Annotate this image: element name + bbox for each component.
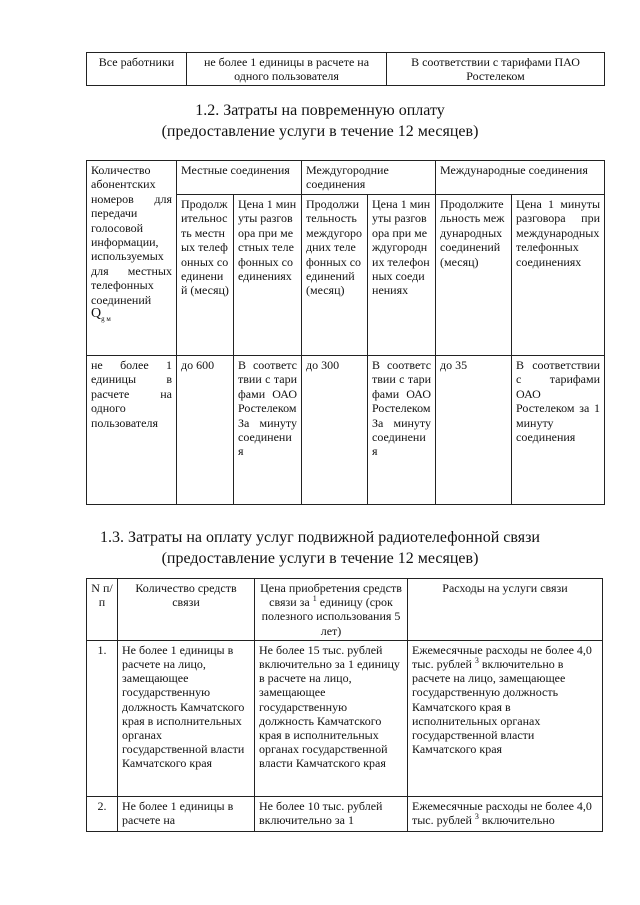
table-cell-num: 1. xyxy=(87,640,118,796)
table-cell: до 300 xyxy=(302,356,368,505)
table-cell: Не более 15 тыс. рублей включительно за 1 единицу в расчете на лицо, замещающее государственную должность Камчатского края в исполнительных органах государственной власти Камчатского края xyxy=(255,640,408,796)
header-cell: Продолжительность междугородних телефонных соединений (месяц) xyxy=(302,195,368,356)
header-cell-expense: Расходы на услуги связи xyxy=(408,579,603,641)
table-cell: В соответствии с тарифами ОАО Ростелеком за 1 минуту соединения xyxy=(512,356,605,505)
header-symbol: $Q_{g м}$ xyxy=(91,306,111,323)
table-row xyxy=(87,53,605,86)
table-row xyxy=(87,640,603,796)
section-title-1-2 xyxy=(0,100,640,142)
table-row xyxy=(87,796,603,831)
header-cell: Цена 1 минуты разговора при местных телефонных соединениях xyxy=(234,195,302,356)
table-cell: В соответствии с тарифами ПАО Ростелеком xyxy=(387,53,605,86)
table-header-row xyxy=(87,579,603,641)
section-title-1-3 xyxy=(0,527,640,569)
table-cell: В соответствии с тарифами ОАО Ростелеком За минуту соединения xyxy=(234,356,302,505)
section-title-line: 1.3. Затраты на оплату услуг подвижной радиотелефонной связи xyxy=(100,529,540,546)
header-count-text: Количество абонентских номеров для передачи голосовой информации, используемых для местных телефонных соединений xyxy=(91,163,172,307)
table-header-row xyxy=(87,161,605,195)
table-cell: Все работники xyxy=(87,53,187,86)
section-title-line: 1.2. Затраты на повременную оплату xyxy=(195,102,445,119)
header-group-intercity: Междугородние соединения xyxy=(302,161,436,195)
table-cell: Не более 10 тыс. рублей включительно за 1 xyxy=(255,796,408,831)
table-cell: Не более 1 единицы в расчете на лицо, замещающее государственную должность Камчатского края в исполнительных органах государственной власти Камчатского края xyxy=(118,640,255,796)
table-cell: до 600 xyxy=(177,356,234,505)
table-cell: не более 1 единицы в расчете на одного пользователя xyxy=(87,356,177,505)
table-cell: не более 1 единицы в расчете на одного пользователя xyxy=(187,53,387,86)
table-cell: до 35 xyxy=(436,356,512,505)
header-group-local: Местные соединения xyxy=(177,161,302,195)
table-cell: Ежемесячные расходы не более 4,0 тыс. рублей $^3$ включительно в расчете на лицо, замещающее государственную должность Камчатского края в исполнительных органах государственной власти Камчатского края xyxy=(408,640,603,796)
header-cell-count xyxy=(87,161,177,356)
header-cell-count: Количество средств связи xyxy=(118,579,255,641)
top-table xyxy=(86,52,605,86)
header-group-international: Международные соединения xyxy=(436,161,605,195)
header-cell-num: N п/п xyxy=(87,579,118,641)
table-cell-num: 2. xyxy=(87,796,118,831)
table-cell: В соответствии с тарифами ОАО Ростелеком За минуту соединения xyxy=(368,356,436,505)
table-row xyxy=(87,356,605,505)
section-subtitle-line: (предоставление услуги в течение 12 месяцев) xyxy=(161,550,479,567)
header-cell: Продолжительность местных телефонных соединений (месяц) xyxy=(177,195,234,356)
header-cell: Продолжительность международных соединений (месяц) xyxy=(436,195,512,356)
table-cell: Не более 1 единицы в расчете на xyxy=(118,796,255,831)
calls-table xyxy=(86,160,605,505)
section-subtitle-line: (предоставление услуги в течение 12 месяцев) xyxy=(161,123,479,140)
table-cell: Ежемесячные расходы не более 4,0 тыс. рублей $^3$ включительно xyxy=(408,796,603,831)
header-cell: Цена 1 минуты разговора при междугородних телефонных соединениях xyxy=(368,195,436,356)
header-cell-price: Цена приобретения средств связи за $^1$ единицу (срок полезного использования 5 лет) xyxy=(255,579,408,641)
header-cell: Цена 1 минуты разговора при международных телефонных соединениях xyxy=(512,195,605,356)
mobile-table xyxy=(86,578,603,832)
